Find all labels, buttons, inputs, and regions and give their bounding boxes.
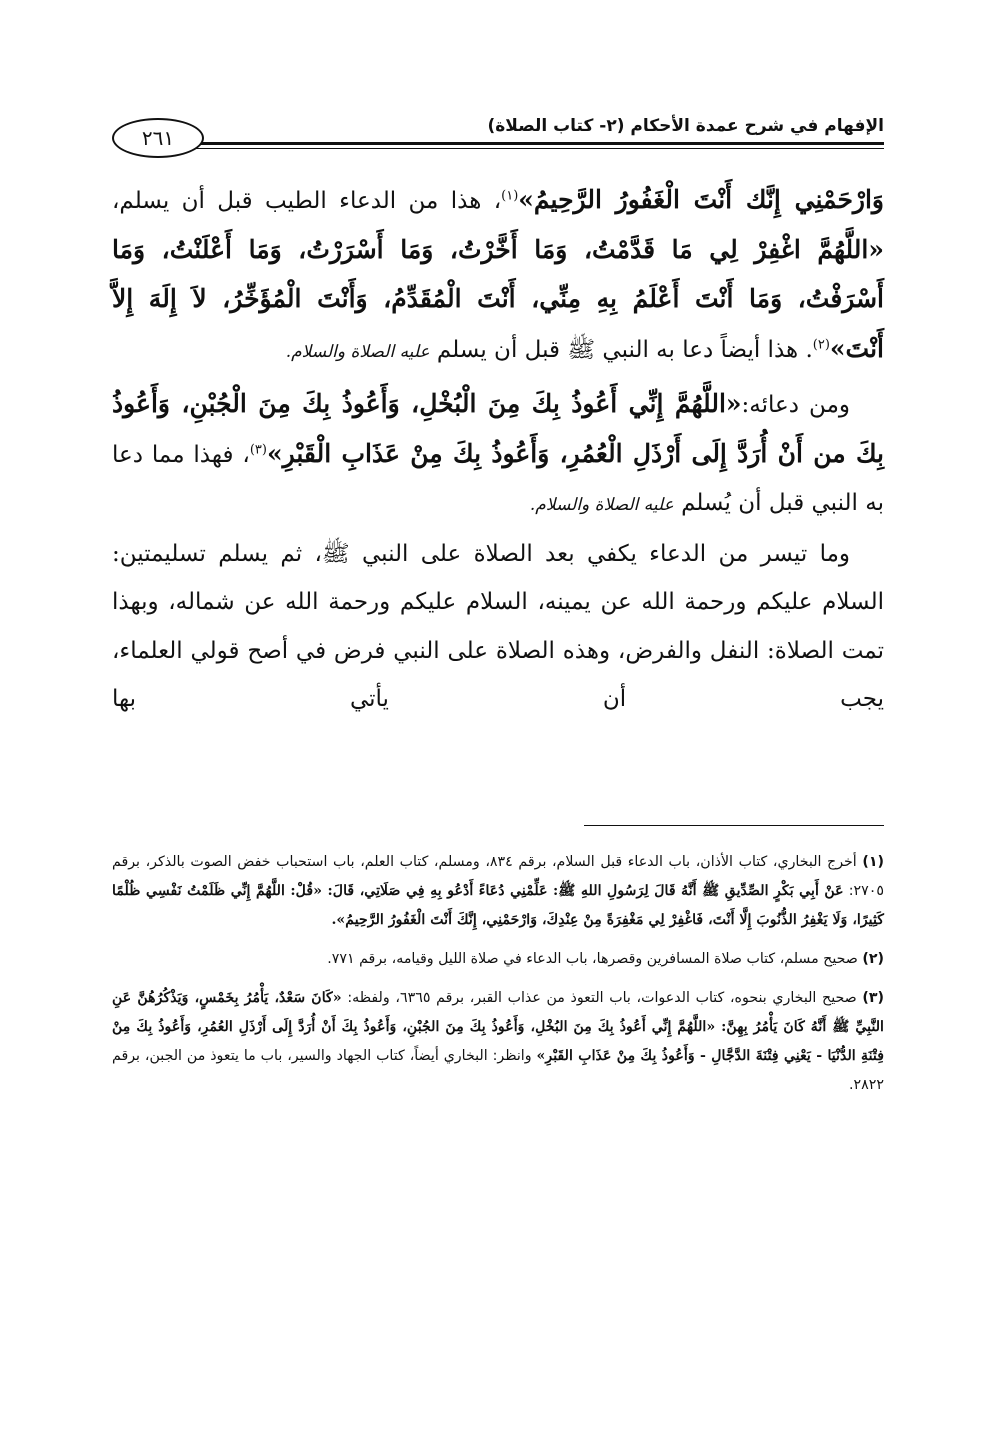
running-title: الإفهام في شرح عمدة الأحكام (٢- كتاب الصلاة) xyxy=(487,116,884,136)
page-header xyxy=(112,112,884,156)
paragraph-2 xyxy=(112,380,884,530)
paragraph-3 xyxy=(112,530,884,724)
footnote-number: (١) xyxy=(862,854,884,870)
footnote-3 xyxy=(112,984,884,1100)
main-text xyxy=(112,176,884,724)
header-rule xyxy=(194,142,884,145)
footnote-number: (٣) xyxy=(862,990,884,1006)
footnote-text: وانظر: البخاري أيضاً، كتاب الجهاد والسير، باب ما يتعوذ من الجبن، برقم ٢٨٢٢. xyxy=(112,1048,884,1093)
hadith-text: وَارْحَمْنِي إِنَّك أَنْتَ الْغَفُورُ الرَّحِيمُ» xyxy=(518,185,884,214)
footnote-separator xyxy=(584,825,884,826)
footnote-text: صحيح مسلم، كتاب صلاة المسافرين وقصرها، باب الدعاء في صلاة الليل وقيامه، برقم ٧٧١. xyxy=(327,951,858,967)
hadith-text: «اللَّهُمَّ اغْفِرْ لِي مَا قَدَّمْتُ، وَمَا أَخَّرْتُ، وَمَا أَسْرَرْتُ، وَمَا أَعْلَنْتُ، وَمَا أَسْرَفْتُ، وَمَا أَنْتَ أَعْلَمُ بِهِ مِنِّي، أَنْتَ الْمُقَدِّمُ، وَأَنْتَ الْمُؤَخِّرُ، لاَ إِلَهَ إِلاَّ أَنْتَ» xyxy=(112,234,885,363)
footnote-text: صحيح البخاري بنحوه، كتاب الدعوات، باب التعوذ من عذاب القبر، برقم ٦٣٦٥، ولفظه: xyxy=(341,990,857,1006)
header-rule-thin xyxy=(194,148,884,149)
footnote-2 xyxy=(112,945,884,974)
hadith-text: «اللَّهُمَّ إِنِّي أَعُوذُ بِكَ مِنَ الْبُخْلِ، وَأَعُوذُ بِكَ مِنَ الْجُبْنِ، وَأَعُوذُ بِكَ من أَنْ أُرَدَّ إِلَى أَرْذَلِ الْعُمُرِ، وَأَعُوذُ بِكَ مِنْ عَذَابِ الْقَبْرِ» xyxy=(112,389,884,468)
footnotes xyxy=(112,848,884,1110)
footnote-quote: عَنْ أَبِي بَكْرٍ الصِّدِّيقِ ﷺ أَنَّهُ قَالَ لِرَسُولِ اللهِ ﷺ: عَلِّمْنِي دُعَاءً أَدْعُو بِهِ فِي صَلَاتِي، قَالَ: «قُلْ: اللَّهُمَّ إِنِّي ظَلَمْتُ نَفْسِي ظُلْمًا كَثِيرًا، وَلَا يَغْفِرُ الذُّنُوبَ إِلَّا أَنْتَ، فَاغْفِرْ لِي مَغْفِرَةً مِنْ عِنْدِكَ، وَارْحَمْنِي، إِنَّكَ أَنْتَ الْغَفُورُ الرَّحِيمُ». xyxy=(112,883,884,928)
body-text: ، فهذا مما دعا به النبي قبل أن يُسلم xyxy=(112,441,884,516)
footnote-quote: «كَانَ سَعْدٌ، يَأْمُرُ بِخَمْسٍ، وَيَذْكُرُهُنَّ عَنِ النَّبِيِّ ﷺ أَنَّهُ كَانَ يَأْمُرُ بِهِنَّ: «اللَّهُمَّ إِنِّي أَعُوذُ بِكَ مِنَ البُخْلِ، وَأَعُوذُ بِكَ مِنَ الجُبْنِ، وَأَعُوذُ بِكَ أَنْ أُرَدَّ إِلَى أَرْذَلِ العُمُرِ، وَأَعُوذُ بِكَ مِنْ فِتْنَةِ الدُّنْيَا - يَعْنِي فِتْنَةَ الدَّجَّالِ - وَأَعُوذُ بِكَ مِنْ عَذَابِ القَبْرِ» xyxy=(112,990,884,1064)
body-text: وما تيسر من الدعاء يكفي بعد الصلاة على النبي ﷺ، ثم يسلم تسليمتين: السلام عليكم ورحمة الله عن يمينه، السلام عليكم ورحمة الله عن شماله، وبهذا تمت الصلاة: النفل والفرض، وهذه الصلاة على النبي فرض في أصح قولي العلماء، يجب أن يأتي بها xyxy=(112,540,884,712)
page-number: ٢٦١ xyxy=(112,118,204,158)
body-text: ومن دعائه: xyxy=(741,392,850,418)
footnote-ref-3: (٣) xyxy=(249,441,267,457)
footnote-text: أخرج البخاري، كتاب الأذان، باب الدعاء قبل السلام، برقم ٨٣٤، ومسلم، كتاب العلم، باب استحباب خفض الصوت بالذكر، برقم ٢٧٠٥: xyxy=(112,854,884,899)
paragraph-1 xyxy=(112,176,884,376)
honorific: عليه الصلاة والسلام. xyxy=(285,341,430,362)
body-text: . هذا أيضاً دعا به النبي ﷺ قبل أن يسلم xyxy=(429,336,813,363)
footnote-number: (٢) xyxy=(862,951,884,967)
footnote-ref-2: (٢) xyxy=(812,336,830,352)
body-text: ، هذا من الدعاء الطيب قبل أن يسلم، xyxy=(112,188,502,214)
footnote-ref-1: (١) xyxy=(501,188,519,204)
footnote-1 xyxy=(112,848,884,935)
honorific: عليه الصلاة والسلام. xyxy=(529,495,674,515)
